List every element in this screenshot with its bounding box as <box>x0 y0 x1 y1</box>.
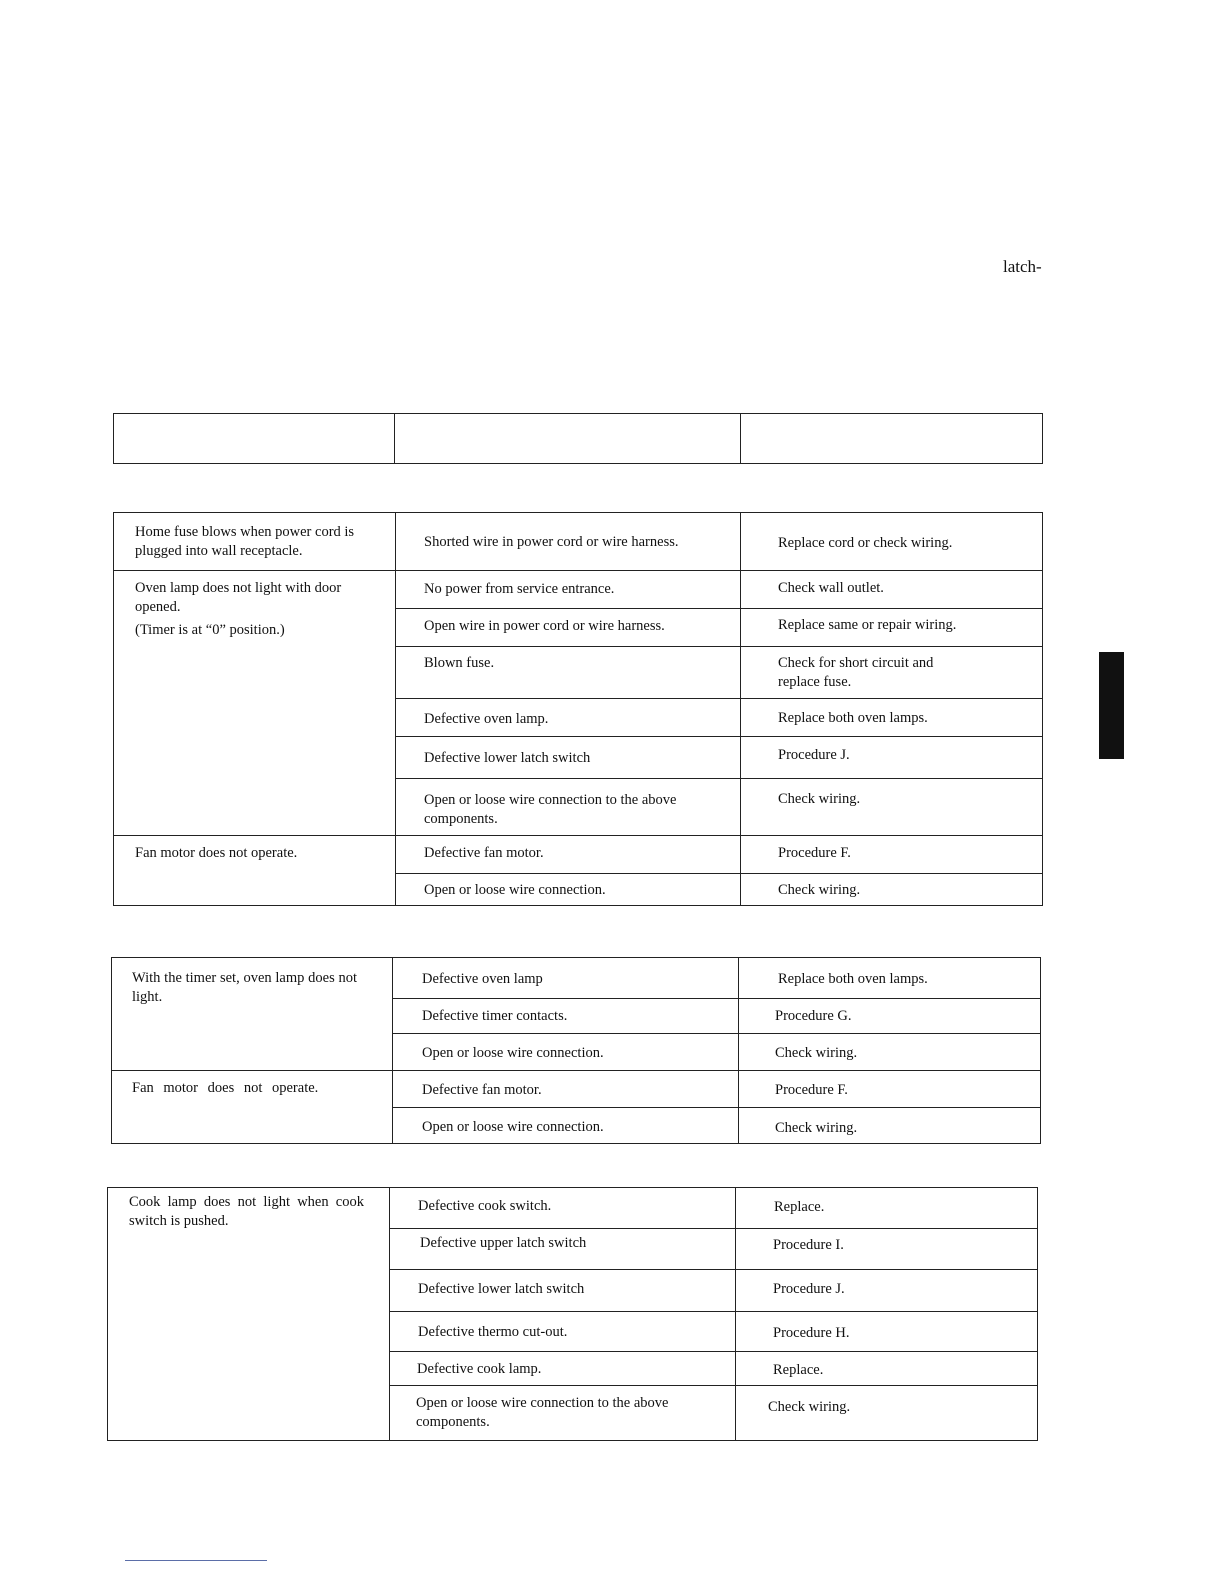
row-separator <box>114 570 1042 571</box>
cause-cell: Defective cook lamp. <box>417 1361 542 1377</box>
remedy-cell: Check wiring. <box>775 1045 858 1061</box>
problem-cell: Fan motor does not operate. <box>132 1080 319 1096</box>
remedy-cell: Replace both oven lamps. <box>778 710 928 726</box>
troubleshooting-table-1 <box>113 512 1043 906</box>
problem-cell: Fan motor does not operate. <box>135 845 298 861</box>
problem-cell: Home fuse blows when power cord is plugged into wall receptacle. <box>135 524 355 559</box>
row-separator <box>389 1269 1037 1270</box>
remedy-cell: Check wiring. <box>778 791 861 807</box>
stray-text-fragment: latch- <box>1003 257 1042 276</box>
row-separator <box>389 1385 1037 1386</box>
column-divider-cause <box>395 513 396 905</box>
problem-cell: Oven lamp does not light with door opened. <box>135 580 342 615</box>
column-divider-remedy <box>735 1188 736 1440</box>
section-tab-marker <box>1099 652 1124 759</box>
column-divider-cause <box>392 958 393 1143</box>
row-separator <box>389 1351 1037 1352</box>
remedy-cell: Procedure G. <box>775 1008 852 1024</box>
problem-note: (Timer is at “0” position.) <box>135 622 285 638</box>
remedy-cell: Procedure J. <box>778 747 850 763</box>
remedy-cell: Replace both oven lamps. <box>778 971 928 987</box>
remedy-cell: Replace cord or check wiring. <box>778 535 953 551</box>
remedy-cell: Check wiring. <box>778 882 861 898</box>
cause-cell: Open or loose wire connection. <box>422 1119 604 1135</box>
remedy-cell: Procedure J. <box>773 1281 845 1297</box>
column-divider-remedy <box>740 513 741 905</box>
cause-cell: Open or loose wire connection. <box>424 882 606 898</box>
row-separator <box>395 646 1042 647</box>
row-separator <box>392 1107 1040 1108</box>
row-separator <box>392 998 1040 999</box>
row-separator <box>114 835 1042 836</box>
cause-cell: No power from service entrance. <box>424 581 615 597</box>
cause-cell: Defective thermo cut-out. <box>418 1324 568 1340</box>
column-divider-remedy <box>738 958 739 1143</box>
header-divider-2 <box>740 414 741 463</box>
troubleshooting-table-2 <box>111 957 1041 1144</box>
remedy-cell: Procedure F. <box>778 845 851 861</box>
cause-cell: Blown fuse. <box>424 655 495 671</box>
header-divider-1 <box>394 414 395 463</box>
header-table <box>113 413 1043 464</box>
remedy-cell: Check wall outlet. <box>778 580 884 596</box>
remedy-cell: Check wiring. <box>768 1399 851 1415</box>
remedy-cell: Check for short circuit and replace fuse. <box>778 655 934 690</box>
cause-cell: Defective lower latch switch <box>418 1281 585 1297</box>
row-separator <box>395 698 1042 699</box>
row-separator <box>395 608 1042 609</box>
remedy-cell: Procedure H. <box>773 1325 850 1341</box>
cause-cell: Defective fan motor. <box>424 845 544 861</box>
remedy-cell: Procedure F. <box>775 1082 848 1098</box>
cause-cell: Shorted wire in power cord or wire harness. <box>424 534 679 550</box>
remedy-cell: Replace. <box>774 1199 825 1215</box>
footer-rule <box>125 1560 267 1561</box>
cause-cell: Defective upper latch switch <box>420 1235 587 1251</box>
cause-cell: Defective timer contacts. <box>422 1008 568 1024</box>
row-separator <box>395 873 1042 874</box>
row-separator <box>112 1070 1040 1071</box>
cause-cell: Defective oven lamp <box>422 971 543 987</box>
cause-cell: Defective lower latch switch <box>424 750 591 766</box>
problem-cell: With the timer set, oven lamp does not light. <box>132 970 357 1005</box>
cause-cell: Open or loose wire connection to the above components. <box>424 792 677 827</box>
remedy-cell: Check wiring. <box>775 1120 858 1136</box>
troubleshooting-table-3 <box>107 1187 1038 1441</box>
remedy-cell: Replace same or repair wiring. <box>778 617 957 633</box>
row-separator <box>395 778 1042 779</box>
remedy-cell: Replace. <box>773 1362 824 1378</box>
problem-cell: Cook lamp does not light when cook switch is pushed. <box>129 1194 364 1229</box>
row-separator <box>395 736 1042 737</box>
remedy-cell: Procedure I. <box>773 1237 844 1253</box>
cause-cell: Defective cook switch. <box>418 1198 552 1214</box>
row-separator <box>392 1033 1040 1034</box>
cause-cell: Defective fan motor. <box>422 1082 542 1098</box>
cause-cell: Open or loose wire connection. <box>422 1045 604 1061</box>
cause-cell: Defective oven lamp. <box>424 711 549 727</box>
row-separator <box>389 1311 1037 1312</box>
row-separator <box>389 1228 1037 1229</box>
column-divider-cause <box>389 1188 390 1440</box>
cause-cell: Open or loose wire connection to the above components. <box>416 1395 669 1430</box>
cause-cell: Open wire in power cord or wire harness. <box>424 618 665 634</box>
